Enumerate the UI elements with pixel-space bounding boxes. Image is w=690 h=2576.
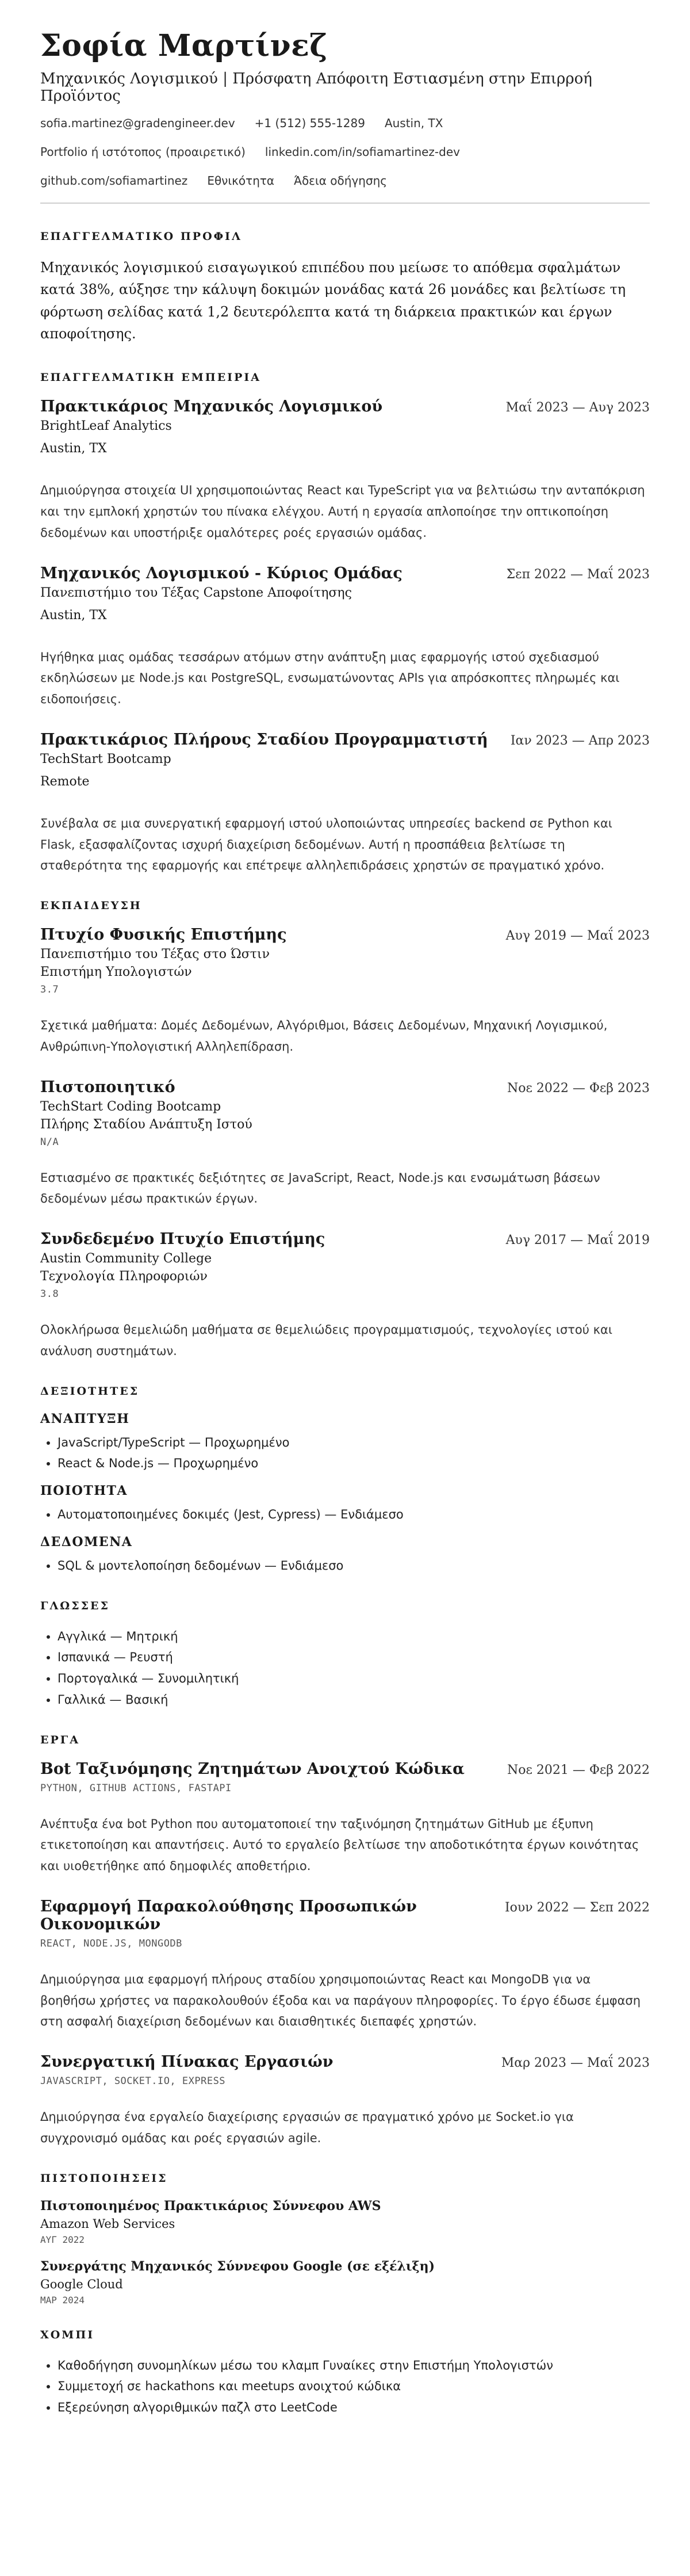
hobby-list (40, 2355, 650, 2418)
section-title: ΓΛΩΣΣΕΣ (40, 1599, 110, 1612)
experience-item (40, 398, 650, 543)
summary-section (40, 230, 650, 345)
candidate-name: Σοφία Μαρτίνεζ (40, 28, 328, 63)
certification-date: ΜΑΡ 2024 (40, 2294, 85, 2306)
project-description: Δημιούργησα μια εφαρμογή πλήρους σταδίου χρησιμοποιώντας React και MongoDB για να βοηθήσω χρήστες να παρακολουθούν έξοδα και να παράγουν πληροφορίες. Το έργο έδωσε έμφαση στη ασφαλή διαχείριση δεδομένων και διαισθητικές διεπαφές χρηστών. (40, 1972, 641, 2029)
project-dates: Νοε 2021 — Φεβ 2022 (507, 1762, 650, 1777)
project-tech: JAVASCRIPT, SOCKET.IO, EXPRESS (40, 2075, 226, 2087)
skills-section (40, 1385, 650, 1577)
school: TechStart Coding Bootcamp (40, 1099, 221, 1114)
phone: +1 (512) 555-1289 (254, 116, 365, 130)
job-title: Μηχανικός Λογισμικού - Κύριος Ομάδας (40, 564, 402, 582)
project-tech: PYTHON, GITHUB ACTIONS, FASTAPI (40, 1782, 232, 1794)
experience-item (40, 564, 650, 710)
headline: Μηχανικός Λογισμικού | Πρόσφατη Απόφοιτη Εστιασμένη στην Επιρροή Προϊόντος (40, 70, 592, 105)
job-description: Ηγήθηκα μιας ομάδας τεσσάρων ατόμων στην ανάπτυξη μιας εφαρμογής ιστού σχεδιασμού εκδηλώσεων με Node.js και PostgreSQL, ενσωματώνοντας APIs για απρόσκοπτες πληρωμές και ειδοποιήσεις. (40, 650, 620, 707)
project-description: Ανέπτυξα ένα bot Python που αυτοματοποιεί την ταξινόμηση ζητημάτων GitHub με έξυπνη ετικετοποίηση και απαντήσεις. Αυτό το εργαλείο βελτίωσε την αποδοτικότητα έργων κοινότητας και υιοθετήθηκε από δημοφιλές αποθετήριο. (40, 1816, 639, 1873)
job-title: Πρακτικάριος Μηχανικός Λογισμικού (40, 398, 383, 416)
gpa: 3.8 (40, 1288, 59, 1300)
section-title: ΠΙΣΤΟΠΟΙΗΣΕΙΣ (40, 2172, 168, 2185)
extra-row (40, 174, 650, 188)
hobby-item: • Εξερεύνηση αλγοριθμικών παζλ στο LeetCode (57, 2397, 650, 2418)
education-item (40, 926, 650, 1058)
project-tech: REACT, NODE.JS, MONGODB (40, 1937, 182, 1949)
education-description: Σχετικά μαθήματα: Δομές Δεδομένων, Αλγόριθμοι, Βάσεις Δεδομένων, Μηχανική Λογισμικού, Ανθρώπινη-Υπολογιστική Αλληλεπίδραση. (40, 1018, 608, 1054)
degree: Πτυχίο Φυσικής Επιστήμης (40, 926, 287, 944)
resume-header (40, 29, 650, 188)
github-link[interactable]: github.com/sofiamartinez (40, 173, 188, 188)
company: TechStart Bootcamp (40, 751, 171, 766)
job-dates: Μαΐ 2023 — Αυγ 2023 (505, 400, 650, 415)
linkedin-link[interactable]: linkedin.com/in/sofiamartinez-dev (264, 144, 460, 159)
language-item: • Γαλλικά — Βασική (57, 1689, 650, 1711)
email-link[interactable]: sofia.martinez@gradengineer.dev (40, 116, 235, 130)
school: Austin Community College (40, 1251, 212, 1266)
certification-item (40, 2259, 650, 2306)
job-location: Austin, TX (40, 441, 107, 456)
projects-section (40, 1734, 650, 2149)
degree: Συνδεδεμένο Πτυχίο Επιστήμης (40, 1230, 325, 1249)
project-item (40, 2053, 650, 2149)
drivers-license: Άδεια οδήγησης (294, 173, 388, 188)
language-item: • Πορτογαλικά — Συνομιλητική (57, 1668, 650, 1689)
certifications-section (40, 2172, 650, 2306)
location: Austin, TX (384, 116, 443, 130)
contact-row (40, 116, 650, 130)
degree: Πιστοποιητικό (40, 1078, 175, 1096)
summary-text: Μηχανικός λογισμικού εισαγωγικού επιπέδου που μείωσε το απόθεμα σφαλμάτων κατά 38%, αύξησε την κάλυψη δοκιμών μονάδας κατά 26 μονάδες και βελτίωσε τη φόρτωση σελίδας κατά 1,2 δευτερόλεπτα κατά τη διάρκεια πρακτικών και έργων αποφοίτησης. (40, 259, 626, 342)
certification-issuer: Amazon Web Services (40, 2216, 175, 2231)
certification-name: Συνεργάτης Μηχανικός Σύννεφου Google (σε εξέλιξη) (40, 2258, 435, 2274)
project-item (40, 1898, 650, 2032)
job-location: Remote (40, 774, 90, 789)
project-description: Δημιούργησα ένα εργαλείο διαχείρισης εργασιών σε πραγματικό χρόνο με Socket.io για συγχρονισμό ομάδας και ροές εργασιών agile. (40, 2110, 574, 2145)
project-name: Bot Ταξινόμησης Ζητημάτων Ανοιχτού Κώδικα (40, 1760, 465, 1778)
project-item (40, 1760, 650, 1877)
project-name: Συνεργατική Πίνακας Εργασιών (40, 2053, 334, 2071)
company: Πανεπιστήμιο του Τέξας Capstone Αποφοίτησης (40, 585, 352, 600)
skill-item: • Αυτοματοποιημένες δοκιμές (Jest, Cypress) — Ενδιάμεσο (57, 1504, 650, 1525)
language-list (40, 1626, 650, 1711)
section-title: ΧΟΜΠΙ (40, 2328, 95, 2341)
certification-item (40, 2199, 650, 2245)
project-name: Εφαρμογή Παρακολούθησης Προσωπικών Οικονομικών (40, 1897, 417, 1933)
skill-item: • SQL & μοντελοποίηση δεδομένων — Ενδιάμεσο (57, 1555, 650, 1577)
section-title: ΔΕΞΙΟΤΗΤΕΣ (40, 1384, 140, 1398)
section-title: ΕΚΠΑΙΔΕΥΣΗ (40, 899, 142, 913)
job-dates: Σεπ 2022 — Μαΐ 2023 (506, 567, 650, 582)
skill-category: ΔΕΔΟΜΕΝΑ (40, 1534, 133, 1550)
project-dates: Μαρ 2023 — Μαΐ 2023 (501, 2056, 650, 2071)
language-item: • Ισπανικά — Ρευστή (57, 1647, 650, 1668)
education-description: Εστιασμένο σε πρακτικές δεξιότητες σε JavaScript, React, Node.js και ενσωμάτωση βάσεων δεδομένων μέσω πρακτικών έργων. (40, 1170, 600, 1206)
skill-list (40, 1555, 650, 1577)
skill-list (40, 1504, 650, 1525)
portfolio-link[interactable]: Portfolio ή ιστότοπος (προαιρετικό) (40, 144, 246, 159)
job-description: Συνέβαλα σε μια συνεργατική εφαρμογή ιστού υλοποιώντας υπηρεσίες backend σε Python και Flask, εξασφαλίζοντας ισχυρή διαχείριση δεδομένων. Αυτή η προσπάθεια βελτίωσε τη σταθερότητα της εφαρμογής και επέτρεψε αλληλεπιδράσεις χρηστών σε πραγματικό χρόνο. (40, 816, 612, 873)
divider (40, 203, 650, 204)
job-dates: Ιαν 2023 — Απρ 2023 (510, 733, 650, 748)
experience-section (40, 371, 650, 876)
nationality: Εθνικότητα (207, 173, 275, 188)
skill-list (40, 1432, 650, 1475)
section-title: ΕΠΑΓΓΕΛΜΑΤΙΚΟ ΠΡΟΦΙΛ (40, 230, 242, 243)
language-item: • Αγγλικά — Μητρική (57, 1626, 650, 1647)
project-dates: Ιουν 2022 — Σεπ 2022 (504, 1900, 650, 1915)
skill-category: ΠΟΙΟΤΗΤΑ (40, 1483, 128, 1499)
school: Πανεπιστήμιο του Τέξας στο Ώστιν (40, 947, 270, 962)
job-description: Δημιούργησα στοιχεία UI χρησιμοποιώντας React και TypeScript για να βελτιώσω την ανταπόκριση και την εμπλοκή χρηστών του πίνακα ελέγχου. Αυτή η εργασία απλοποίησε την οπτικοποίηση δεδομένων και υποστήριξε ομαλότερες ροές εργασιών ομάδας. (40, 483, 645, 540)
education-item (40, 1078, 650, 1210)
gpa: N/A (40, 1136, 59, 1148)
certification-name: Πιστοποιημένος Πρακτικάριος Σύννεφου AWS (40, 2198, 381, 2214)
certification-issuer: Google Cloud (40, 2277, 123, 2291)
links-row (40, 145, 650, 159)
job-title: Πρακτικάριος Πλήρους Σταδίου Προγραμματιστή (40, 730, 488, 749)
company: BrightLeaf Analytics (40, 419, 172, 434)
education-item (40, 1230, 650, 1362)
gpa: 3.7 (40, 984, 59, 996)
experience-item (40, 731, 650, 876)
hobby-item: • Συμμετοχή σε hackathons και meetups ανοιχτού κώδικα (57, 2376, 650, 2397)
education-dates: Νοε 2022 — Φεβ 2023 (507, 1081, 650, 1096)
section-title: ΕΠΑΓΓΕΛΜΑΤΙΚΗ ΕΜΠΕΙΡΙΑ (40, 371, 261, 384)
education-section (40, 899, 650, 1362)
languages-section (40, 1600, 650, 1711)
hobby-item: • Καθοδήγηση συνομηλίκων μέσω του κλαμπ Γυναίκες στην Επιστήμη Υπολογιστών (57, 2355, 650, 2376)
skill-category: ΑΝΑΠΤΥΞΗ (40, 1411, 130, 1426)
job-location: Austin, TX (40, 608, 107, 623)
certification-date: ΑΥΓ 2022 (40, 2234, 85, 2245)
education-description: Ολοκλήρωσα θεμελιώδη μαθήματα σε θεμελιώδεις προγραμματισμούς, τεχνολογίες ιστού και ανάλυση συστημάτων. (40, 1323, 612, 1358)
section-title: ΕΡΓΑ (40, 1733, 80, 1746)
skill-item: • JavaScript/TypeScript — Προχωρημένο (57, 1432, 650, 1453)
field-of-study: Τεχνολογία Πληροφοριών (40, 1269, 208, 1284)
education-dates: Αυγ 2017 — Μαΐ 2019 (505, 1233, 650, 1248)
skill-item: • React & Node.js — Προχωρημένο (57, 1453, 650, 1474)
hobbies-section (40, 2329, 650, 2418)
education-dates: Αυγ 2019 — Μαΐ 2023 (505, 929, 650, 944)
field-of-study: Επιστήμη Υπολογιστών (40, 965, 192, 980)
field-of-study: Πλήρης Σταδίου Ανάπτυξη Ιστού (40, 1117, 252, 1132)
